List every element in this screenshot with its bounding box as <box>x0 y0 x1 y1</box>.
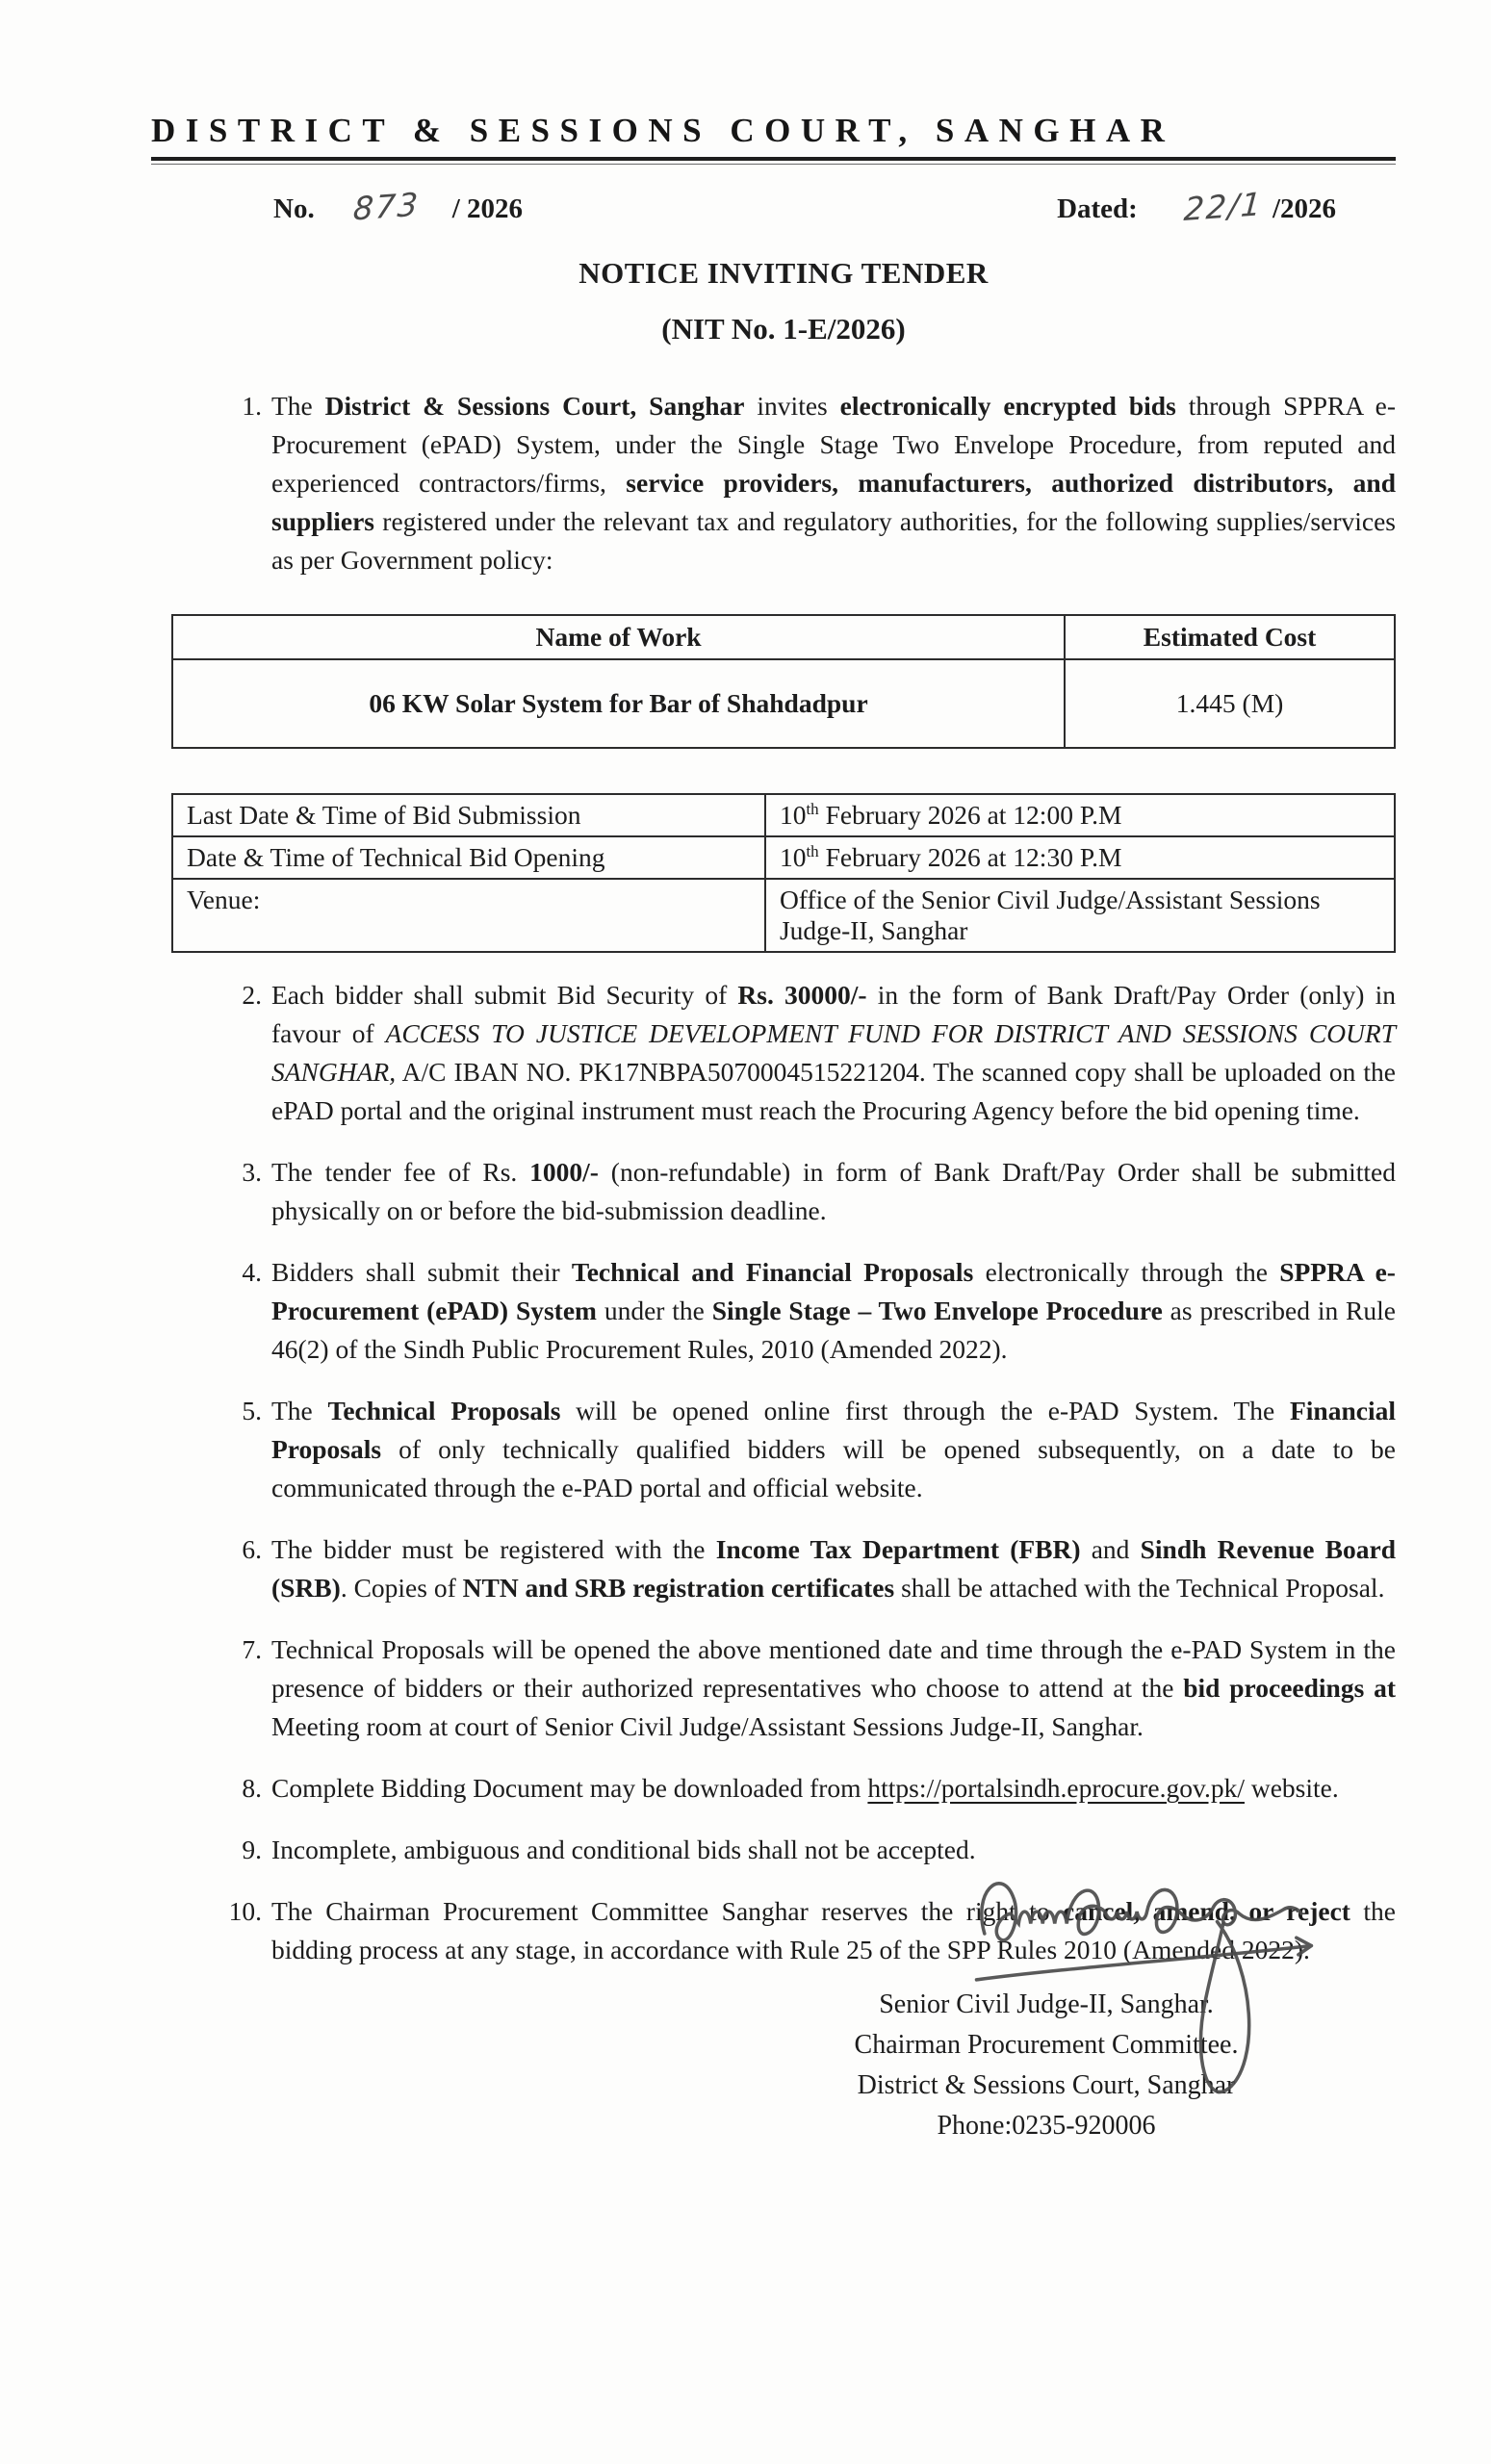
reference-row <box>171 184 1396 229</box>
item-number: 3. <box>242 1157 262 1187</box>
text-run: Single Stage – Two Envelope Procedure <box>711 1296 1163 1325</box>
item-text <box>271 1769 1396 1808</box>
schedule-value-cell <box>765 879 1395 952</box>
ref-no-label: No. <box>273 193 315 224</box>
text-run: Bidders shall submit their <box>271 1257 572 1287</box>
text-run: website. <box>1244 1773 1339 1803</box>
text-run: will be opened online first through the e-PAD System. The <box>560 1396 1290 1425</box>
schedule-table-row <box>172 794 1395 836</box>
schedule-label-cell: Date & Time of Technical Bid Opening <box>172 836 765 879</box>
item-number: 6. <box>242 1534 262 1564</box>
text-run: Complete Bidding Document may be downloaded from <box>271 1773 868 1803</box>
reference-number <box>273 185 524 228</box>
portal-link[interactable]: https://portalsindh.eprocure.gov.pk/ <box>867 1773 1245 1803</box>
schedule-value-cell <box>765 794 1395 836</box>
signatory-role: Chairman Procurement Committee. <box>854 2030 1239 2060</box>
document-page <box>151 112 1397 2146</box>
text-run: Sindh Revenue Board (SRB) <box>271 1534 1396 1603</box>
text-run: invites <box>744 391 840 421</box>
text-run: Technical Proposals will be opened the above mentioned date and time through the e-PAD System in the presence of bidders or their authorized representatives who choose to attend at the <box>271 1634 1396 1703</box>
text-run: The <box>271 1396 328 1425</box>
text-run: shall be attached with the Technical Proposal. <box>894 1573 1385 1603</box>
text-run: 10 <box>779 800 807 830</box>
notice-item-8 <box>171 1769 1396 1808</box>
item-number: 4. <box>242 1257 262 1287</box>
dated-label: Dated: <box>1057 193 1138 224</box>
work-name-cell: 06 KW Solar System for Bar of Shahdadpur <box>172 659 1065 748</box>
signatory-title: Senior Civil Judge-II, Sanghar. <box>879 1989 1214 2019</box>
text-run: The Chairman Procurement Committee Sanghar reserves the right to <box>271 1896 1064 1926</box>
schedule-label-cell: Last Date & Time of Bid Submission <box>172 794 765 836</box>
notice-item-9 <box>171 1831 1396 1869</box>
dated <box>1057 184 1336 229</box>
text-run: cancel, amend, or reject <box>1063 1896 1350 1926</box>
text-run: NTN and SRB registration certificates <box>462 1573 895 1603</box>
text-run: in the form of Bank Draft/Pay Order (only) in favour of <box>271 980 1396 1048</box>
text-run: Technical and Financial Proposals <box>571 1257 974 1287</box>
header-rule-thick <box>151 157 1396 161</box>
dated-year: /2026 <box>1272 193 1336 224</box>
schedule-label-cell: Venue: <box>172 879 765 952</box>
text-run: Meeting room at court of Senior Civil Judge/Assistant Sessions Judge-II, Sanghar. <box>271 1711 1144 1741</box>
text-run: electronically encrypted bids <box>839 391 1176 421</box>
notice-item-4 <box>171 1253 1396 1369</box>
notice-items <box>171 976 1396 1969</box>
item-text <box>271 387 1396 579</box>
text-run: as prescribed in Rule 46(2) of the Sindh Public Procurement Rules, 2010 (Amended 2022). <box>271 1296 1397 1364</box>
item-number: 7. <box>242 1634 262 1664</box>
item-text <box>271 1530 1396 1607</box>
text-run: February 2026 at 12:30 P.M <box>818 842 1122 872</box>
text-run: of only technically qualified bidders will be opened subsequently, on a date to be communicated through the e-PAD portal and official website. <box>271 1434 1396 1502</box>
item-text <box>271 1831 1396 1869</box>
item-text <box>271 1630 1396 1746</box>
text-run: th <box>806 799 819 818</box>
text-run: registered under the relevant tax and regulatory authorities, for the following supplies/services as per Government policy: <box>271 506 1396 575</box>
text-run: Financial Proposals <box>271 1396 1396 1464</box>
court-title: DISTRICT & SESSIONS COURT, SANGHAR <box>151 112 1175 149</box>
text-run: (non-refundable) in form of Bank Draft/Pay Order shall be submitted physically on or before the bid-submission deadline. <box>271 1157 1396 1225</box>
notice-item-3 <box>171 1153 1396 1230</box>
item-number: 10. <box>228 1896 262 1926</box>
item-number: 8. <box>242 1773 262 1803</box>
notice-item-6 <box>171 1530 1396 1607</box>
text-run: Incomplete, ambiguous and conditional bids shall not be accepted. <box>271 1835 976 1864</box>
item-text <box>271 1392 1396 1507</box>
text-run: February 2026 at 12:00 P.M <box>818 800 1122 830</box>
estimated-cost-cell: 1.445 (M) <box>1065 659 1395 748</box>
notice-title: NOTICE INVITING TENDER <box>578 256 989 290</box>
text-run: The <box>271 391 325 421</box>
text-run: 10 <box>779 842 807 872</box>
work-table-header-cell: Estimated Cost <box>1065 615 1395 659</box>
text-run: the bidding process at any stage, in accordance with Rule 25 of the SPP Rules 2010 (Amended 2022). <box>271 1896 1396 1964</box>
item-number: 5. <box>242 1396 262 1425</box>
item-number: 9. <box>242 1835 262 1864</box>
nit-number: (NIT No. 1-E/2026) <box>661 312 906 346</box>
item-text <box>271 1253 1396 1369</box>
text-run: Rs. 30000/- <box>737 980 867 1010</box>
signatory-office: District & Sessions Court, Sanghar <box>857 2070 1236 2100</box>
text-run: under the <box>596 1296 712 1325</box>
text-run: electronically through the <box>973 1257 1280 1287</box>
schedule-table <box>171 793 1396 953</box>
item-text <box>271 1892 1396 1969</box>
schedule-table-row <box>172 836 1395 879</box>
notice-item-5 <box>171 1392 1396 1507</box>
text-run: SPPRA e-Procurement (ePAD) System <box>271 1257 1396 1325</box>
item-text <box>271 976 1396 1130</box>
work-table-header-cell: Name of Work <box>172 615 1065 659</box>
notice-item-10 <box>171 1892 1396 1969</box>
text-run: Technical Proposals <box>327 1396 561 1425</box>
item-text <box>271 1153 1396 1230</box>
item-number: 1. <box>242 391 262 421</box>
text-run: ACCESS TO JUSTICE DEVELOPMENT FUND FOR DISTRICT AND SESSIONS COURT SANGHAR, <box>271 1018 1396 1087</box>
text-run: The tender fee of Rs. <box>271 1157 530 1187</box>
text-run: and <box>1080 1534 1141 1564</box>
text-run: Each bidder shall submit Bid Security of <box>271 980 738 1010</box>
ref-no-value-handwritten: 873 <box>351 185 421 228</box>
text-run: District & Sessions Court, Sanghar <box>324 391 745 421</box>
notice-item-1 <box>171 387 1396 579</box>
notice-item-7 <box>171 1630 1396 1746</box>
text-run: Office of the Senior Civil Judge/Assistant Sessions Judge-II, Sanghar <box>779 885 1321 945</box>
signature-block <box>820 1985 1272 2146</box>
text-run: Income Tax Department (FBR) <box>715 1534 1081 1564</box>
text-run: A/C IBAN NO. PK17NBPA5070004515221204. The scanned copy shall be uploaded on the ePAD portal and the original instrument must reach the Procuring Agency before the bid opening time. <box>271 1057 1396 1125</box>
text-run: through SPPRA e-Procurement (ePAD) System, under the Single Stage Two Envelope Procedure, from reputed and experienced contractors/firms, <box>271 391 1396 498</box>
dated-value-handwritten: 22/1 <box>1182 184 1265 229</box>
text-run: . Copies of <box>340 1573 463 1603</box>
text-run: 1000/- <box>529 1157 599 1187</box>
ref-no-year: / 2026 <box>451 193 524 224</box>
text-run: th <box>806 841 819 860</box>
item-number: 2. <box>242 980 262 1010</box>
text-run: bid proceedings at <box>1183 1673 1396 1703</box>
work-table-row <box>172 659 1395 748</box>
text-run: service providers, manufacturers, authorized distributors, and suppliers <box>271 468 1396 536</box>
schedule-value-cell <box>765 836 1395 879</box>
notice-item-2 <box>171 976 1396 1130</box>
signatory-phone: Phone:0235-920006 <box>937 2111 1156 2141</box>
work-table <box>171 614 1396 749</box>
header-rule-thin <box>151 164 1396 165</box>
schedule-table-row <box>172 879 1395 952</box>
text-run: The bidder must be registered with the <box>271 1534 716 1564</box>
